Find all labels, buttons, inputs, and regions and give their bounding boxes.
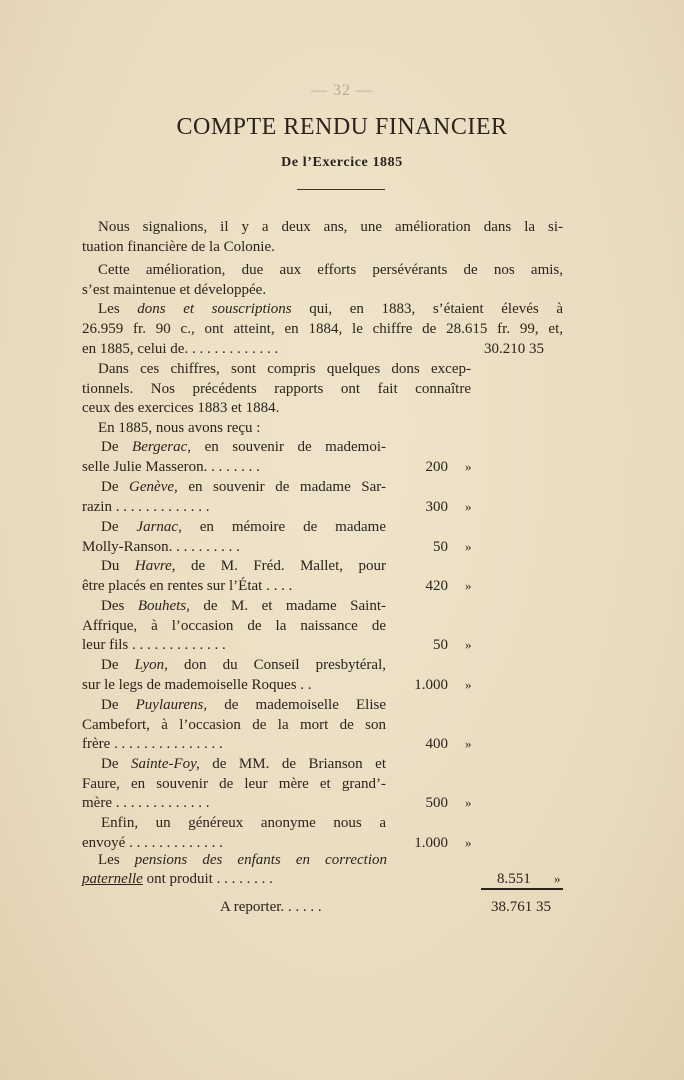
text-span: Enfin, un généreux anonyme nous a — [101, 815, 386, 831]
text-span: en souvenir de madame Sar- — [177, 479, 386, 495]
entry-line — [101, 437, 386, 457]
place-name: Puylaurens, — [135, 697, 208, 713]
entry-line: Affrique, à l’occasion de la naissance de — [82, 617, 386, 634]
entry-line — [101, 695, 386, 715]
entry-line: frère . . . . . . . . . . . . . . . — [82, 736, 223, 753]
guillemet: » — [465, 577, 472, 593]
text-span: en souvenir de mademoi- — [191, 439, 386, 455]
paragraph-line: Nous signalions, il y a deux ans, une amélioration dans la si- — [98, 219, 563, 235]
pensions-line — [98, 850, 387, 870]
page-subtitle: De l’Exercice 1885 — [281, 155, 403, 170]
paragraph-line: tionnels. Nos précédents rapports ont fait connaître — [82, 381, 471, 397]
text-span: Les — [98, 852, 135, 868]
guillemet: » — [465, 458, 472, 474]
guillemet: » — [465, 795, 472, 811]
sum-rule — [481, 888, 563, 890]
text-span: ont produit . . . . . . . . — [142, 871, 273, 887]
carry-amount: 38.761 35 — [491, 899, 551, 915]
amount-value: 400 — [425, 736, 448, 753]
amount-value: 50 — [433, 637, 448, 654]
paragraph-line — [98, 299, 563, 319]
entry-line: mère . . . . . . . . . . . . . — [82, 795, 210, 812]
guillemet: » — [554, 871, 561, 886]
paragraph-line: 26.959 fr. 90 c., ont atteint, en 1884, le chiffre de 28.615 fr. 99, et, — [82, 321, 563, 337]
text-span: de MM. de Brianson et — [199, 756, 386, 772]
amount-value: 500 — [425, 795, 448, 812]
italic-span: paternelle — [82, 871, 143, 887]
paragraph-line: tuation financière de la Colonie. — [82, 239, 275, 255]
place-name: Lyon, — [134, 657, 168, 673]
text-span: don du Conseil presbytéral, — [167, 657, 386, 673]
text-span: de mademoiselle Elise — [207, 697, 386, 713]
text-span: De — [101, 697, 136, 713]
place-name: Havre, — [134, 558, 176, 574]
paragraph-line: ceux des exercices 1883 et 1884. — [82, 400, 280, 416]
carry-label: A reporter. . . . . . — [220, 899, 322, 915]
entry-line: être placés en rentes sur l’État . . . . — [82, 577, 293, 594]
text-span: Des — [101, 598, 138, 614]
place-name: Sainte-Foy, — [131, 756, 200, 772]
entry-line — [101, 596, 386, 616]
text-span: De — [101, 657, 135, 673]
entry-line — [101, 754, 386, 774]
text-span: de M. Fréd. Mallet, pour — [175, 558, 387, 574]
place-name: Bouhets, — [137, 598, 190, 614]
entry-line: selle Julie Masseron. . . . . . . . — [82, 458, 260, 475]
amount-value: 8.551 — [497, 871, 531, 887]
amount-value: 1.000 — [414, 834, 448, 851]
paragraph-line: s’est maintenue et développée. — [82, 282, 267, 298]
guillemet: » — [465, 736, 472, 752]
paragraph-line: Dans ces chiffres, sont compris quelques dons excep- — [98, 361, 471, 377]
entry-line: Faure, en souvenir de leur mère et grand’- — [82, 775, 386, 792]
text-span: en mémoire de madame — [181, 519, 386, 535]
entry-line: razin . . . . . . . . . . . . . — [82, 498, 210, 515]
italic-span: dons et souscriptions — [137, 301, 292, 317]
paragraph-line: Cette amélioration, due aux efforts persévérants de nos amis, — [98, 262, 563, 278]
place-name: Bergerac, — [132, 439, 192, 455]
entry-line: envoyé . . . . . . . . . . . . . — [82, 834, 223, 851]
text-span: De — [101, 439, 133, 455]
text-span: Du — [101, 558, 135, 574]
guillemet: » — [465, 637, 472, 653]
divider — [297, 189, 385, 190]
text-span: De — [101, 519, 137, 535]
amount-value: 420 — [425, 577, 448, 594]
entry-line: Cambefort, à l’occasion de la mort de son — [82, 716, 386, 733]
paragraph-line: en 1885, celui de. . . . . . . . . . . . . — [82, 341, 279, 357]
entry-line: sur le legs de mademoiselle Roques . . — [82, 676, 312, 693]
text-span: Les — [98, 301, 138, 317]
guillemet: » — [465, 498, 472, 514]
amount-value: 30.210 35 — [484, 341, 544, 357]
pensions-line — [82, 869, 273, 889]
guillemet: » — [465, 676, 472, 692]
guillemet: » — [465, 834, 472, 850]
entry-line — [101, 813, 386, 833]
text-span: qui, en 1883, s’étaient élevés à — [291, 301, 563, 317]
place-name: Jarnac, — [136, 519, 182, 535]
entry-line — [101, 556, 386, 576]
entry-line — [101, 477, 386, 497]
paragraph-line: En 1885, nous avons reçu : — [98, 420, 261, 436]
page-number: — 32 — — [311, 82, 373, 99]
guillemet: » — [465, 538, 472, 554]
entry-line: Molly-Ranson. . . . . . . . . . — [82, 538, 240, 555]
text-span: De — [101, 479, 130, 495]
amount-value: 300 — [425, 498, 448, 515]
italic-span: pensions des enfants en correction — [134, 852, 387, 868]
amount-value: 200 — [425, 458, 448, 475]
amount-value: 1.000 — [414, 676, 448, 693]
page-title: COMPTE RENDU FINANCIER — [176, 114, 508, 140]
text-span: de M. et madame Saint- — [189, 598, 386, 614]
entry-line — [101, 655, 386, 675]
text-span: De — [101, 756, 131, 772]
place-name: Genève, — [129, 479, 178, 495]
entry-line — [101, 517, 386, 537]
entry-line: leur fils . . . . . . . . . . . . . — [82, 637, 226, 654]
amount-value: 50 — [433, 538, 448, 555]
